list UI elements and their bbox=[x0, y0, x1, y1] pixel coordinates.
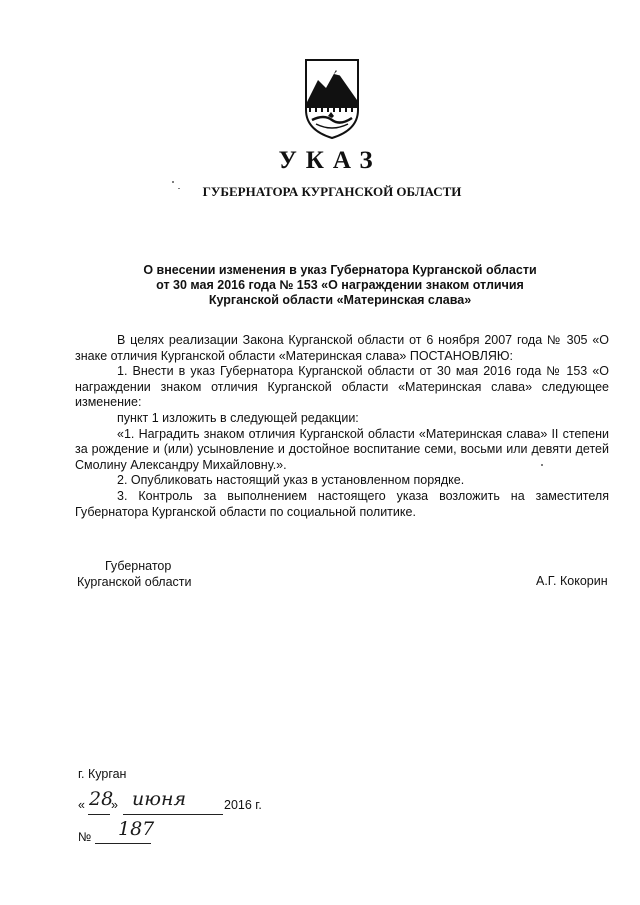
date-year: 2016 г. bbox=[224, 798, 262, 812]
document-title: УКАЗ bbox=[278, 147, 382, 174]
date-month: июня bbox=[132, 788, 187, 810]
document-number bbox=[78, 818, 198, 848]
date-day: 28 bbox=[89, 788, 114, 810]
signer-position bbox=[77, 558, 192, 590]
body-paragraph: 1. Внести в указ Губернатора Курганской области от 30 мая 2016 года № 153 «О награждении знаком отличия Курганской области «Материнская слава» следующее изменение: bbox=[75, 364, 609, 410]
subject-line: О внесении изменения в указ Губернатора Курганской области bbox=[143, 263, 537, 277]
number-underline bbox=[95, 843, 151, 844]
scan-speck bbox=[172, 181, 174, 183]
signer-name: А.Г. Кокорин bbox=[536, 574, 608, 588]
document-issuer: ГУБЕРНАТОРА КУРГАНСКОЙ ОБЛАСТИ bbox=[202, 184, 462, 199]
body-paragraph: 2. Опубликовать настоящий указ в установленном порядке. bbox=[117, 473, 465, 488]
issue-city: г. Курган bbox=[78, 767, 127, 781]
body-paragraph: В целях реализации Закона Курганской области от 6 ноября 2007 года № 305 «О знаке отличия Курганской области «Материнская слава» ПОСТАНОВЛЯЮ: bbox=[75, 333, 609, 363]
date-quote-close: » bbox=[111, 798, 118, 812]
day-underline bbox=[88, 814, 110, 815]
body-paragraph: пункт 1 изложить в следующей редакции: bbox=[117, 410, 359, 425]
body-paragraph: 3. Контроль за выполнением настоящего указа возложить на заместителя Губернатора Курганской области по социальной политике. bbox=[75, 488, 609, 519]
coat-of-arms-emblem bbox=[304, 58, 360, 140]
issue-date bbox=[78, 790, 338, 814]
number-value: 187 bbox=[118, 818, 155, 840]
number-label: № bbox=[78, 830, 92, 844]
subject-line: Курганской области «Материнская слава» bbox=[208, 293, 472, 307]
document-subject bbox=[140, 263, 540, 308]
scan-speck bbox=[178, 188, 180, 189]
date-quote-open: « bbox=[78, 798, 85, 812]
signer-position-line: Губернатор bbox=[105, 559, 172, 573]
document-body bbox=[75, 333, 609, 520]
month-underline bbox=[123, 814, 223, 815]
subject-line: от 30 мая 2016 года № 153 «О награждении знаком отличия bbox=[156, 278, 524, 292]
body-paragraph: «1. Наградить знаком отличия Курганской области «Материнская слава» II степени за рождение и (или) усыновление и достойное воспитание семи, восьми или девяти детей Смолину Александру Михайловну.». bbox=[75, 426, 609, 472]
signer-position-line: Курганской области bbox=[77, 575, 192, 589]
